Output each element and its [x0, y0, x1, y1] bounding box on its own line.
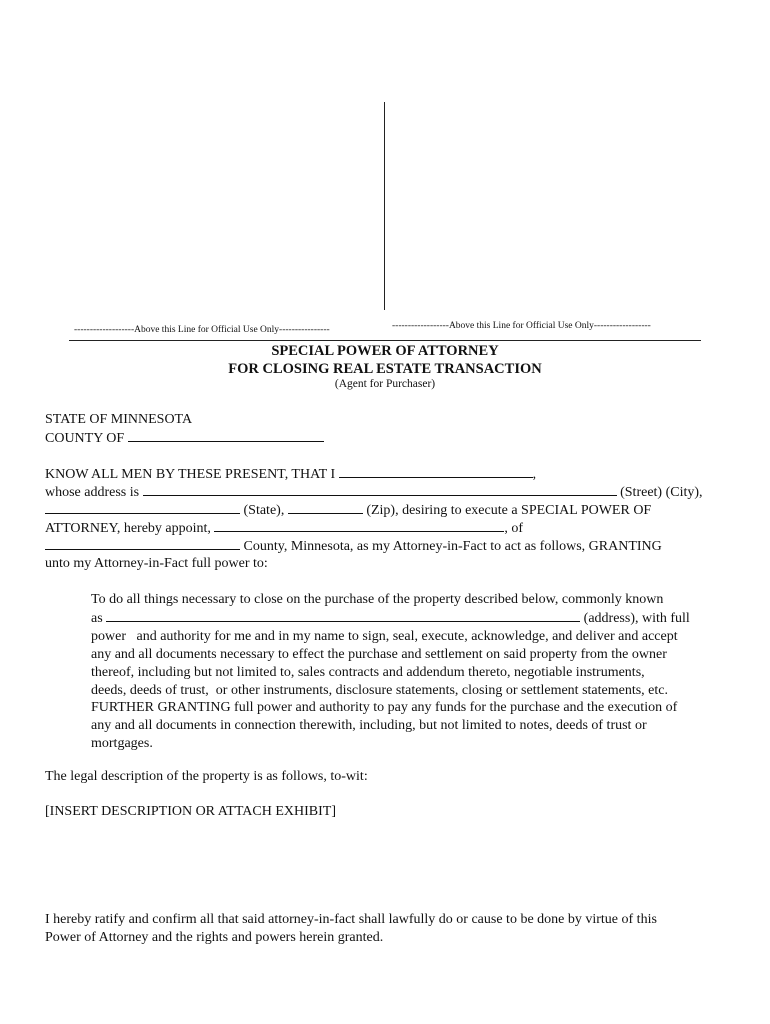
powers-line: power and authority for me and in my name to sign, seal, execute, acknowledge, and deliver and accept [91, 628, 678, 644]
intro-line-3 [45, 501, 651, 520]
county-blank[interactable] [128, 429, 324, 442]
powers-line: any and all documents necessary to effect the purchase and settlement on said property from the owner [91, 646, 667, 662]
ratify-line-2: Power of Attorney and the rights and powers herein granted. [45, 930, 384, 945]
state-line [45, 411, 192, 429]
official-use-rule [69, 340, 701, 341]
intro-line-2 [45, 483, 703, 502]
county-line [45, 429, 324, 448]
property-address-blank[interactable] [106, 609, 580, 622]
powers-line: any and all documents in connection therewith, including, but not limited to notes, deeds of trust or [91, 718, 647, 734]
intro-line-6: unto my Attorney-in-Fact full power to: [45, 556, 268, 571]
powers-paragraph [91, 591, 731, 753]
powers-line: FURTHER GRANTING full power and authority to pay any funds for the purchase and the execution of [91, 700, 678, 716]
granting-text: County, Minnesota, as my Attorney-in-Fact to act as follows, GRANTING [243, 539, 662, 554]
intro-line-1 [45, 465, 536, 484]
official-use-label-right: ------------------Above this Line for Official Use Only------------------ [392, 321, 651, 331]
intro-line-5 [45, 537, 662, 556]
legal-description-label: The legal description of the property is as follows, to-wit: [45, 769, 368, 784]
legal-description-placeholder: [INSERT DESCRIPTION OR ATTACH EXHIBIT] [45, 804, 336, 819]
state-blank[interactable] [45, 501, 240, 514]
state-label: STATE OF MINNESOTA [45, 412, 193, 427]
street-city-blank[interactable] [143, 483, 617, 496]
document-title-line2: FOR CLOSING REAL ESTATE TRANSACTION [228, 361, 542, 377]
attorney-in-fact-name-blank[interactable] [214, 519, 504, 532]
official-use-label-left: -------------------Above this Line for Official Use Only---------------- [74, 325, 330, 335]
powers-line: thereof, including but not limited to, sales contracts and addendum thereto, negotiable instruments, [91, 664, 645, 680]
as-text: as [91, 610, 103, 626]
document-title: SPECIAL POWER OF ATTORNEY [271, 343, 499, 359]
county-label: COUNTY OF [45, 431, 125, 446]
grantor-intro-text: KNOW ALL MEN BY THESE PRESENT, THAT I [45, 467, 336, 482]
address-label: whose address is [45, 485, 140, 500]
of-text: , of [504, 521, 524, 536]
ratify-line-1: I hereby ratify and confirm all that said attorney-in-fact shall lawfully do or cause to be done by virtue of this [45, 912, 657, 927]
state-field-label: (State), [243, 503, 285, 518]
address-suffix-text: (address), with full [583, 610, 690, 626]
powers-line: To do all things necessary to close on the purchase of the property described below, commonly known [91, 592, 664, 607]
zip-label-text: (Zip), desiring to execute a SPECIAL POWER OF [366, 503, 652, 518]
powers-line-address [91, 609, 731, 628]
recording-area-divider [384, 102, 385, 310]
appoint-text: ATTORNEY, hereby appoint, [45, 521, 211, 536]
grantor-name-blank[interactable] [339, 465, 533, 478]
agent-county-blank[interactable] [45, 537, 240, 550]
street-city-label: (Street) (City), [620, 485, 703, 500]
document-subtitle: (Agent for Purchaser) [334, 378, 436, 390]
powers-line: mortgages. [91, 736, 153, 752]
zip-blank[interactable] [288, 501, 363, 514]
punctuation: , [532, 467, 537, 482]
powers-line: deeds, deeds of trust, or other instruments, disclosure statements, closing or settlement statements, etc. [91, 682, 668, 698]
intro-line-4 [45, 519, 523, 538]
